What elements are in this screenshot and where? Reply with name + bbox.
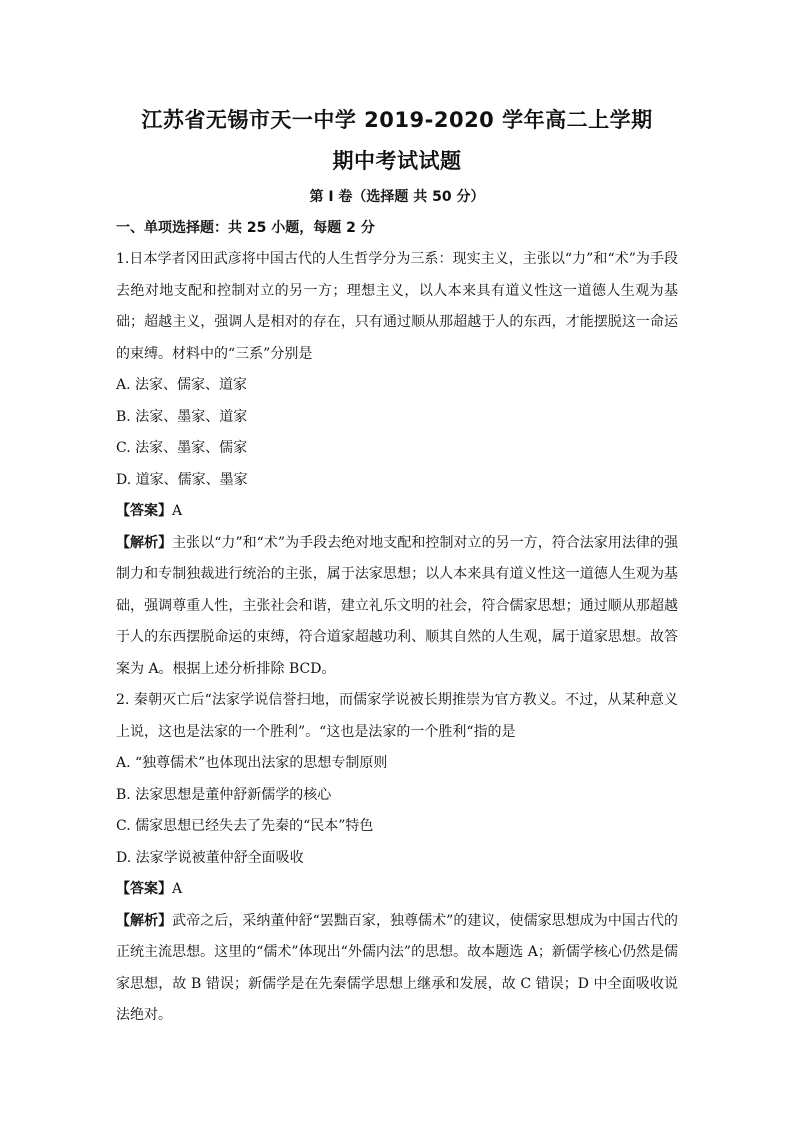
analysis-text: 武帝之后，采纳董仲舒“罢黜百家，独尊儒术”的建议，使儒家思想成为中国古代的正统主流思想。这里的“儒术”体现出“外儒内法”的思想。故本题选 A；新儒学核心仍然是儒家思想，故 B 错误；新儒学是在先秦儒学思想上继承和发展，故 C 错误；D 中全面吸收说法绝对。 [116,912,679,1023]
question-2-option-d: D. 法家学说被董仲舒全面吸收 [116,849,304,866]
analysis-label: 【解析】 [116,912,173,929]
answer-value: A [172,503,183,519]
question-2-option-a: A. “独尊儒术”也体现出法家的思想专制原则 [116,755,388,771]
answer-value: A [172,881,183,897]
question-1-analysis [116,528,678,686]
question-1-option-a: A. 法家、儒家、道家 [116,377,248,393]
question-2-analysis [116,906,678,1032]
question-1-stem: 1.日本学者冈田武彦将中国古代的人生哲学分为三系：现实主义，主张以“力”和“术”为手段去绝对地支配和控制对立的另一方；理想主义，以人本来具有道义性这一道德人生观为基础；超越主义，强调人是相对的存在，只有通过顺从那超越于人的东西，才能摆脱这一命运的束缚。材料中的“三系”分别是 [116,251,678,362]
question-1-option-b: B. 法家、墨家、道家 [116,408,248,425]
question-2-option-c: C. 儒家思想已经失去了先秦的“民本”特色 [116,818,374,834]
answer-label: 【答案】 [116,503,172,519]
question-2-stem: 2. 秦朝灭亡后“法家学说信誉扫地，而儒家学说被长期推崇为官方教义。不过，从某种意义上说，这也是法家的一个胜利”。“这也是法家的一个胜利“指的是 [116,692,678,740]
analysis-label: 【解析】 [116,534,173,551]
section-heading: 一、单项选择题：共 25 小题，每题 2 分 [116,220,375,236]
question-1-option-d: D. 道家、儒家、墨家 [116,471,248,488]
question-2-answer [116,874,678,906]
document-body [116,244,678,1032]
question-1-option-c: C. 法家、墨家、儒家 [116,440,248,456]
volume-heading: 第 I 卷（选择题 共 50 分） [309,189,485,205]
analysis-text: 主张以“力”和“术”为手段去绝对地支配和控制对立的另一方，符合法家用法律的强制力和专制独裁进行统治的主张，属于法家思想；以人本来具有道义性这一道德人生观为基础，强调尊重人性，主张社会和谐，建立礼乐文明的社会，符合儒家思想；通过顺从那超越于人的东西摆脱命运的束缚，符合道家超越功利、顺其自然的人生观，属于道家思想。故答案为 A。根据上述分析排除 BCD。 [116,534,678,677]
document-title-line-1: 江苏省无锡市天一中学 2019-2020 学年高二上学期 [141,108,653,132]
document-title-line-2: 期中考试试题 [332,149,462,173]
answer-label: 【答案】 [116,881,172,897]
question-1-answer [116,496,678,528]
question-2-option-b: B. 法家思想是董仲舒新儒学的核心 [116,786,332,803]
